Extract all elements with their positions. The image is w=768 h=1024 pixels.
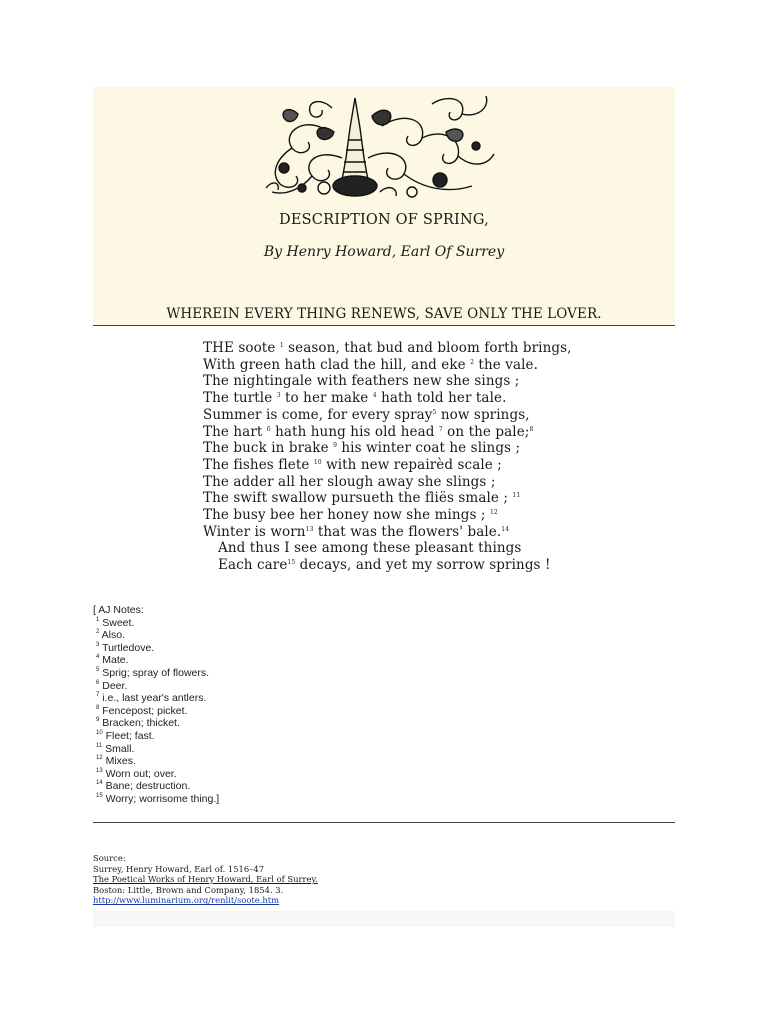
poem-line: The nightingale with feathers new she sings ; [203,373,520,390]
poem-author: By Henry Howard, Earl Of Surrey [263,244,505,260]
poem-line: And thus I see among these pleasant things [218,540,522,557]
note-item: $^{15}$ Worry; worrisome thing.] [96,792,220,805]
poem-line: The buck in brake $^9$ his winter coat he slings ; [203,440,521,457]
note-item: $^1$ Sweet. [96,616,135,629]
poem-line: The swift swallow pursueth the fliës smale ; $^{11}$ [203,490,521,507]
note-item: $^{11}$ Small. [96,742,135,755]
divider [93,822,675,823]
poem-title: DESCRIPTION OF SPRING, [279,212,489,228]
poem-line: The fishes flete $^{10}$ with new repairèd scale ; [203,456,502,473]
poem-line: With green hath clad the hill, and eke $^2$ the vale. [203,356,538,373]
poem-line: The adder all her slough away she slings ; [203,473,496,490]
note-item: $^{13}$ Worn out; over. [96,767,177,780]
footer-band [93,911,675,927]
poem-line: THE soote $^1$ season, that bud and bloom forth brings, [203,340,572,356]
poem-line: The busy bee her honey now she mings ; $^{12}$ [203,507,498,524]
note-item: $^{10}$ Fleet; fast. [96,729,155,742]
note-item: $^4$ Mate. [96,654,129,667]
note-item: $^2$ Also. [96,629,126,642]
poem-line: The turtle $^3$ to her make $^4$ hath told her tale. [203,390,507,407]
poem-line: Each care$^{15}$ decays, and yet my sorrow springs ! [218,557,551,574]
aj-notes [93,604,219,806]
poem-line: The hart $^6$ hath hung his old head $^7$ on the pale;$^8$ [203,423,534,440]
source-label: Source: [93,853,126,863]
poem-subtitle: WHEREIN EVERY THING RENEWS, SAVE ONLY THE LOVER. [166,306,602,322]
source-link[interactable]: http://www.luminarium.org/renlit/soote.htm [93,895,280,906]
poem-body [203,340,603,574]
floral-ornament-icon [262,88,502,206]
note-item: $^{12}$ Mixes. [96,755,136,768]
notes-header: [ AJ Notes: [93,604,144,616]
poem-line: Winter is worn$^{13}$ that was the flowers' bale.$^{14}$ [203,523,510,540]
source-book-title: The Poetical Works of Henry Howard, Earl of Surrey. [93,874,318,885]
note-item: $^{14}$ Bane; destruction. [96,780,191,793]
note-item: $^7$ i.e., last year's antlers. [96,692,207,705]
source-author: Surrey, Henry Howard, Earl of. 1516–47 [93,863,265,874]
note-item: $^8$ Fencepost; picket. [96,704,188,717]
source-block [93,853,318,906]
note-item: $^9$ Bracken; thicket. [96,717,180,730]
divider [93,325,675,326]
note-item: $^3$ Turtledove. [96,641,155,654]
note-item: $^5$ Sprig; spray of flowers. [96,666,210,679]
note-item: $^6$ Deer. [96,679,128,692]
poem-line: Summer is come, for every spray$^5$ now springs, [203,406,530,423]
source-publisher: Boston: Little, Brown and Company, 1854. 3. [93,884,284,895]
